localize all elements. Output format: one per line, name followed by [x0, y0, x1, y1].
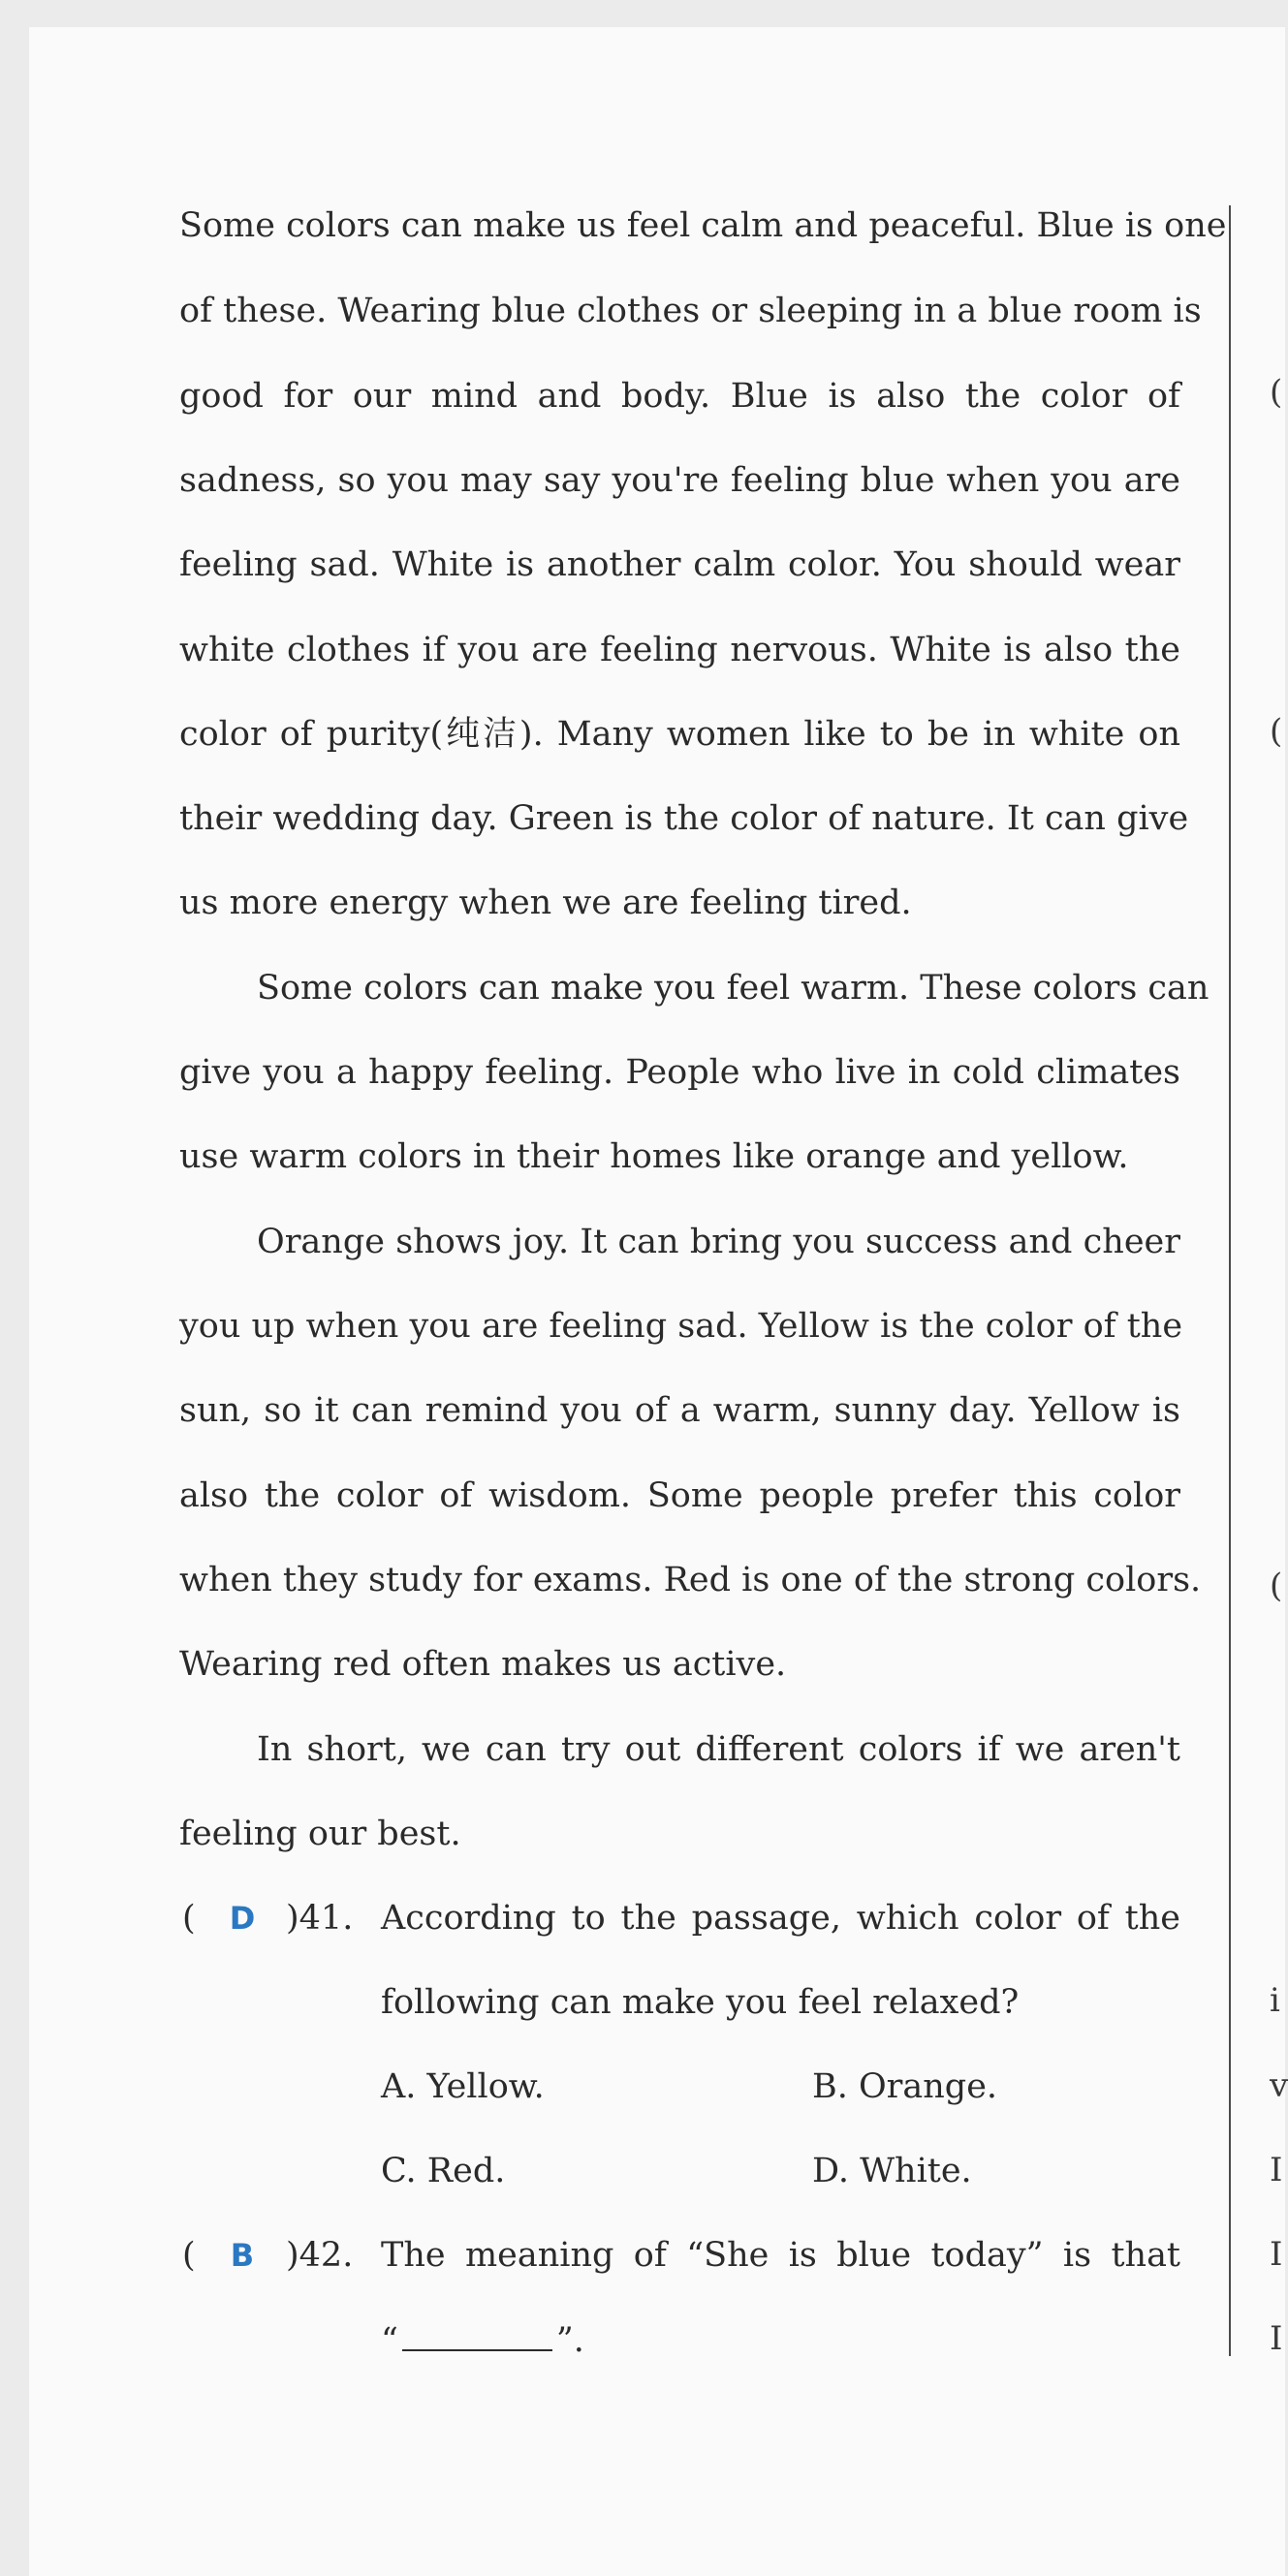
answer-mark: D [229, 1900, 256, 1937]
passage-line: their wedding day. Green is the color of nature. It can give [179, 799, 1189, 838]
option-d: D. White. [812, 2152, 972, 2190]
question-number: )42. [286, 2236, 354, 2275]
question-stem: According to the passage, which color of the [381, 1899, 1180, 1938]
option-c: C. Red. [381, 2152, 506, 2190]
passage-line: good for our mind and body. Blue is also the color of [179, 377, 1180, 416]
margin-fragment: ( [1270, 1567, 1283, 1605]
passage-line: Wearing red often makes us active. [179, 1645, 787, 1684]
passage-line: sun, so it can remind you of a warm, sunny day. Yellow is [179, 1391, 1180, 1430]
answer-blank-line [381, 2316, 584, 2364]
passage-line: feeling our best. [179, 1815, 461, 1853]
margin-fragment: v [1270, 2066, 1288, 2105]
quote-open: “ [381, 2321, 398, 2360]
passage-line: color of purity(纯洁). Many women like to be in white on [179, 715, 1180, 754]
passage-line: also the color of wisdom. Some people prefer this color [179, 1476, 1180, 1515]
option-a: A. Yellow. [381, 2067, 545, 2106]
margin-fragment: I [1270, 2151, 1283, 2189]
passage-line: give you a happy feeling. People who live in cold climates [179, 1053, 1180, 1092]
margin-fragment: I [1270, 2319, 1283, 2358]
column-divider [1229, 205, 1231, 2356]
margin-fragment: I [1270, 2235, 1283, 2274]
question-stem: The meaning of “She is blue today” is that [381, 2236, 1180, 2275]
margin-fragment: i [1270, 1981, 1280, 2020]
passage-line: sadness, so you may say you're feeling blue when you are [179, 461, 1180, 500]
quote-close: ”. [555, 2321, 584, 2360]
margin-fragment: ( [1270, 712, 1283, 751]
passage-line: us more energy when we are feeling tired. [179, 884, 912, 922]
fill-in-blank[interactable] [402, 2316, 552, 2351]
passage-line: Orange shows joy. It can bring you success and cheer [257, 1223, 1180, 1261]
passage-line: Some colors can make us feel calm and peaceful. Blue is one [179, 206, 1227, 245]
passage-line: white clothes if you are feeling nervous. White is also the [179, 631, 1180, 669]
passage-line: you up when you are feeling sad. Yellow is the color of the [179, 1307, 1183, 1346]
passage-line: of these. Wearing blue clothes or sleeping in a blue room is [179, 292, 1202, 330]
answer-paren-open: ( [182, 1899, 196, 1938]
answer-mark: B [230, 2237, 255, 2274]
answer-paren-open: ( [182, 2236, 196, 2275]
passage-line: Some colors can make you feel warm. These colors can [257, 969, 1209, 1008]
passage-line: when they study for exams. Red is one of the strong colors. [179, 1561, 1202, 1599]
margin-fragment: ( [1270, 373, 1283, 412]
option-b: B. Orange. [812, 2067, 998, 2106]
passage-line: feeling sad. White is another calm color. You should wear [179, 545, 1180, 584]
passage-line: In short, we can try out different colors if we aren't [257, 1730, 1180, 1769]
passage-line: use warm colors in their homes like orange and yellow. [179, 1137, 1129, 1176]
question-stem: following can make you feel relaxed? [381, 1983, 1020, 2022]
question-number: )41. [286, 1899, 354, 1938]
